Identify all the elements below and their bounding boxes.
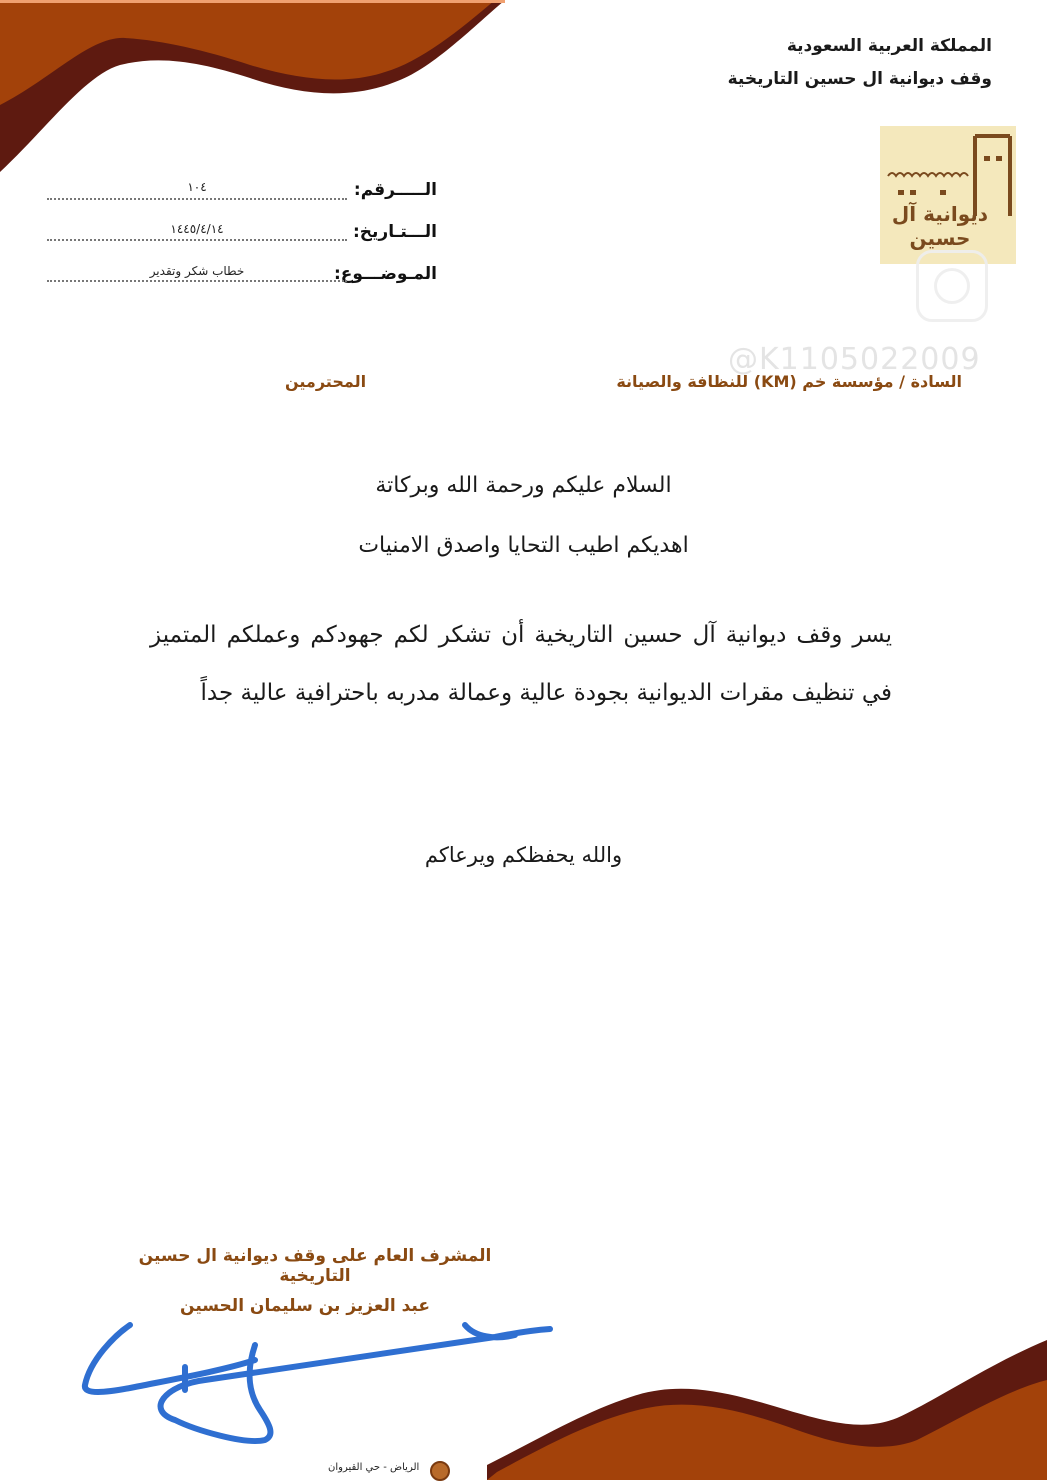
greeting-line-2: اهديكم اطيب التحايا واصدق الامنيات xyxy=(358,533,689,558)
organization-logo xyxy=(880,126,1016,264)
closing-line: والله يحفظكم ويرعاكم xyxy=(424,843,623,867)
meta-line xyxy=(47,198,347,200)
organization-name: وقف ديوانية ال حسين التاريخية xyxy=(727,69,992,89)
greeting-line-1: السلام عليكم ورحمة الله وبركاتة xyxy=(375,473,672,498)
meta-label: المـوضـــوع: xyxy=(333,264,437,284)
location-icon xyxy=(430,1461,450,1481)
meta-value: ١٤٤٥/٤/١٤ xyxy=(170,222,224,236)
logo-text: ديوانية آل حسين xyxy=(891,202,989,250)
instagram-icon xyxy=(916,250,988,322)
organization-header xyxy=(728,30,992,96)
meta-label: الـــتـاريخ: xyxy=(353,222,437,242)
signatory-name: عبد العزيز بن سليمان الحسين xyxy=(180,1296,430,1316)
footer-address: الرياض - حي القيروان xyxy=(328,1462,420,1473)
signatory-title: المشرف العام على وقف ديوانية ال حسين التاريخية xyxy=(138,1246,492,1286)
recipient-honorific: المحترمين xyxy=(285,372,367,391)
country-name: المملكة العربية السعودية xyxy=(786,36,992,56)
handwritten-signature xyxy=(75,1315,575,1455)
meta-line xyxy=(47,239,347,241)
meta-label: الـــــرقم: xyxy=(353,180,437,200)
letter-body: يسر وقف ديوانية آل حسين التاريخية أن تشكر لكم جهودكم وعملكم المتميز في تنظيف مقرات الديوانية بجودة عالية وعمالة مدربه باحترافية عالية جداً xyxy=(150,622,892,706)
top-wave-decoration xyxy=(0,0,620,180)
meta-line xyxy=(47,280,347,282)
watermark: @K1105022009 xyxy=(728,342,981,377)
recipient-name: السادة / مؤسسة خم (KM) للنظافة والصيانة xyxy=(616,372,962,391)
meta-value: ١٠٤ xyxy=(187,180,207,194)
meta-value: خطاب شكر وتقدير xyxy=(149,264,245,278)
